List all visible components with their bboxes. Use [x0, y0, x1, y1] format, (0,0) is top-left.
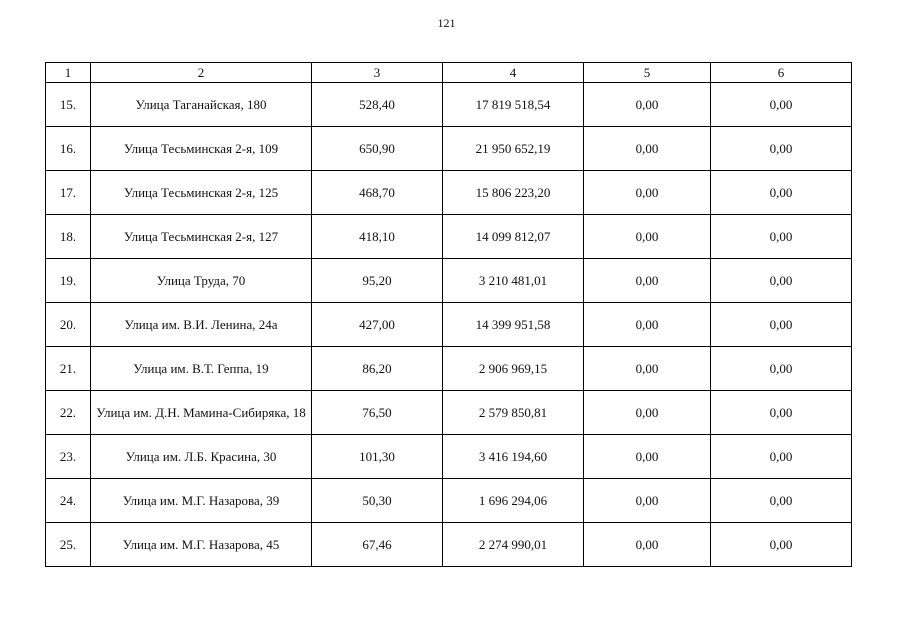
value-cell: 0,00: [711, 303, 852, 347]
address-cell: Улица им. М.Г. Назарова, 39: [91, 479, 312, 523]
table-row: [46, 391, 852, 435]
value-cell: 21 950 652,19: [443, 127, 584, 171]
address-cell: Улица Тесьминская 2-я, 125: [91, 171, 312, 215]
value-cell: 86,20: [312, 347, 443, 391]
value-cell: 468,70: [312, 171, 443, 215]
row-number-cell: 17.: [46, 171, 91, 215]
value-cell: 418,10: [312, 215, 443, 259]
value-cell: 3 210 481,01: [443, 259, 584, 303]
address-cell: Улица им. М.Г. Назарова, 45: [91, 523, 312, 567]
row-number-cell: 25.: [46, 523, 91, 567]
table-row: [46, 171, 852, 215]
value-cell: 427,00: [312, 303, 443, 347]
value-cell: 0,00: [584, 303, 711, 347]
value-cell: 15 806 223,20: [443, 171, 584, 215]
value-cell: 528,40: [312, 83, 443, 127]
address-cell: Улица Таганайская, 180: [91, 83, 312, 127]
value-cell: 0,00: [584, 435, 711, 479]
address-cell: Улица Труда, 70: [91, 259, 312, 303]
value-cell: 76,50: [312, 391, 443, 435]
value-cell: 3 416 194,60: [443, 435, 584, 479]
table-header-row: [46, 63, 852, 83]
value-cell: 0,00: [711, 435, 852, 479]
table-row: [46, 83, 852, 127]
value-cell: 0,00: [711, 391, 852, 435]
row-number-cell: 19.: [46, 259, 91, 303]
value-cell: 1 696 294,06: [443, 479, 584, 523]
row-number-cell: 16.: [46, 127, 91, 171]
value-cell: 0,00: [711, 83, 852, 127]
table-row: [46, 215, 852, 259]
address-cell: Улица им. В.Т. Геппа, 19: [91, 347, 312, 391]
value-cell: 2 579 850,81: [443, 391, 584, 435]
table-row: [46, 303, 852, 347]
column-header: 2: [91, 63, 312, 83]
value-cell: 0,00: [711, 215, 852, 259]
value-cell: 0,00: [584, 215, 711, 259]
column-header: 5: [584, 63, 711, 83]
value-cell: 0,00: [584, 523, 711, 567]
value-cell: 0,00: [711, 347, 852, 391]
row-number-cell: 18.: [46, 215, 91, 259]
address-cell: Улица Тесьминская 2-я, 109: [91, 127, 312, 171]
table-row: [46, 479, 852, 523]
address-registry-table: [45, 62, 852, 567]
value-cell: 0,00: [584, 259, 711, 303]
row-number-cell: 23.: [46, 435, 91, 479]
value-cell: 14 099 812,07: [443, 215, 584, 259]
table-row: [46, 347, 852, 391]
column-header: 4: [443, 63, 584, 83]
value-cell: 0,00: [711, 171, 852, 215]
value-cell: 0,00: [711, 127, 852, 171]
table-row: [46, 259, 852, 303]
column-header: 1: [46, 63, 91, 83]
table-row: [46, 435, 852, 479]
table-row: [46, 523, 852, 567]
value-cell: 650,90: [312, 127, 443, 171]
value-cell: 0,00: [584, 127, 711, 171]
value-cell: 0,00: [584, 391, 711, 435]
value-cell: 0,00: [584, 347, 711, 391]
value-cell: 0,00: [711, 523, 852, 567]
address-cell: Улица Тесьминская 2-я, 127: [91, 215, 312, 259]
value-cell: 14 399 951,58: [443, 303, 584, 347]
address-cell: Улица им. Л.Б. Красина, 30: [91, 435, 312, 479]
value-cell: 101,30: [312, 435, 443, 479]
value-cell: 0,00: [711, 479, 852, 523]
value-cell: 2 274 990,01: [443, 523, 584, 567]
value-cell: 2 906 969,15: [443, 347, 584, 391]
table-row: [46, 127, 852, 171]
value-cell: 0,00: [711, 259, 852, 303]
row-number-cell: 20.: [46, 303, 91, 347]
value-cell: 0,00: [584, 479, 711, 523]
value-cell: 0,00: [584, 171, 711, 215]
column-header: 6: [711, 63, 852, 83]
value-cell: 67,46: [312, 523, 443, 567]
value-cell: 0,00: [584, 83, 711, 127]
value-cell: 95,20: [312, 259, 443, 303]
value-cell: 50,30: [312, 479, 443, 523]
column-header: 3: [312, 63, 443, 83]
value-cell: 17 819 518,54: [443, 83, 584, 127]
row-number-cell: 15.: [46, 83, 91, 127]
row-number-cell: 24.: [46, 479, 91, 523]
page-number: 121: [437, 16, 456, 30]
address-cell: Улица им. В.И. Ленина, 24а: [91, 303, 312, 347]
row-number-cell: 21.: [46, 347, 91, 391]
address-cell: Улица им. Д.Н. Мамина-Сибиряка, 18: [91, 391, 312, 435]
row-number-cell: 22.: [46, 391, 91, 435]
